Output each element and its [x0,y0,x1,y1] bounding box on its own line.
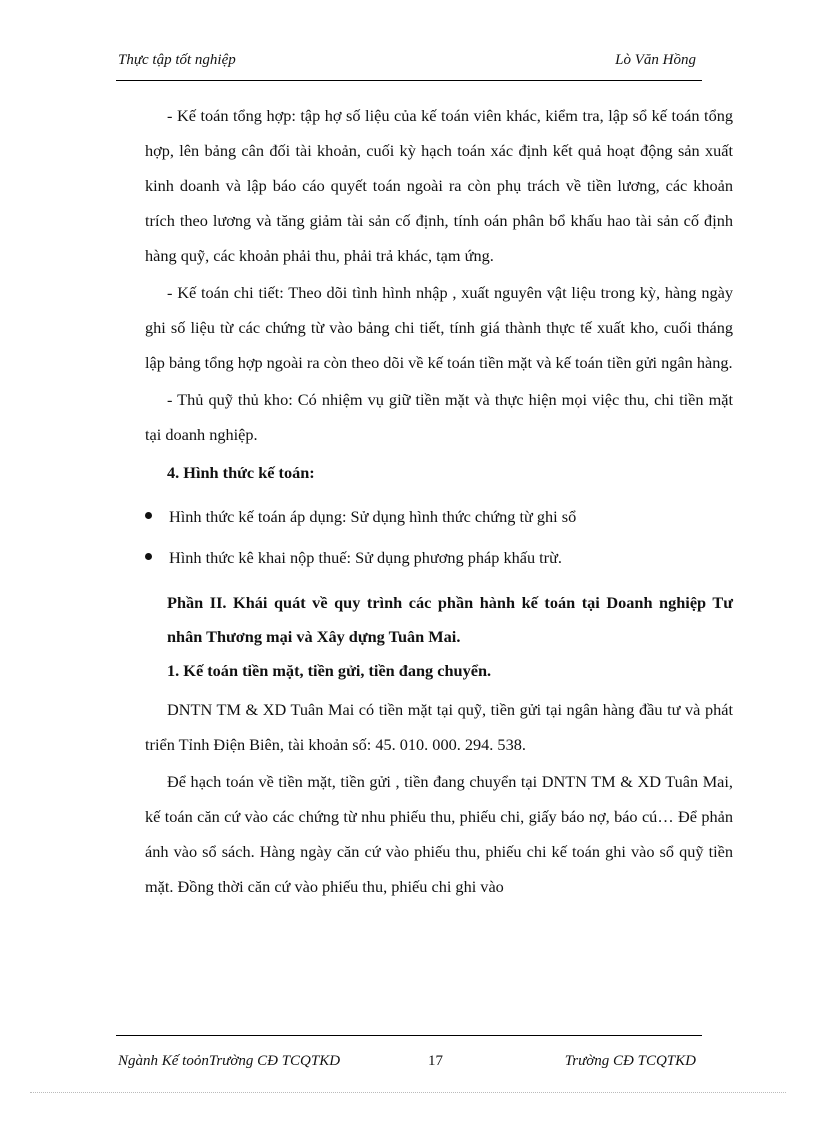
part-2-subheading: 1. Kế toán tiền mặt, tiền gửi, tiền đang chuyển. [167,661,492,680]
header-right: Lò Văn Hồng [615,52,696,68]
paragraph-bank-account: DNTN TM & XD Tuân Mai có tiền mặt tại quỹ, tiền gửi tại ngân hàng đầu tư và phát triển Tỉnh Điện Biên, tài khoản số: 45. 010. 000. 294. 538. [145,700,733,754]
list-item: Hình thức kế toán áp dụng: Sử dụng hình thức chứng từ ghi sổ [145,496,733,537]
header-left: Thực tập tốt nghiệp [118,52,236,68]
section-4-bullets [145,496,733,578]
list-item: Hình thức kê khai nộp thuế: Sử dụng phương pháp khấu trừ. [145,537,733,578]
section-4-heading: 4. Hình thức kế toán: [167,463,315,482]
page-bottom-divider [30,1092,786,1093]
paragraph-cash-process: Để hạch toán về tiền mặt, tiền gửi , tiền đang chuyển tại DNTN TM & XD Tuân Mai, kế toán căn cứ vào các chứng từ nhu phiếu thu, phiếu chi, giấy báo nợ, báo cú… Để phản ánh vào sổ sách. Hàng ngày căn cứ vào phiếu thu, phiếu chi kế toán ghi vào sổ quỹ tiền mặt. Đồng thời căn cứ vào phiếu thu, phiếu chi ghi vào [145,772,733,896]
footer-rule [116,1035,702,1036]
paragraph-detail-accounting: - Kế toán chi tiết: Theo dõi tình hình nhập , xuất nguyên vật liệu trong kỳ, hàng ngày ghi số liệu từ các chứng từ vào bảng chi tiết, tính giá thành thực tế xuất kho, cuối tháng lập bảng tổng hợp ngoài ra còn theo dõi về kế toán tiền mặt và kế toán tiền gửi ngân hàng. [145,283,733,372]
page-footer [118,1053,696,1077]
page-header [118,52,696,76]
page-number: 17 [428,1053,443,1069]
document-body [145,98,733,906]
footer-right: Trường CĐ TCQTKD [564,1053,696,1069]
bullet-icon [145,512,152,519]
paragraph-treasurer: - Thủ quỹ thủ kho: Có nhiệm vụ giữ tiền mặt và thực hiện mọi việc thu, chi tiền mặt tại doanh nghiệp. [145,390,733,444]
paragraph-general-accounting: - Kế toán tổng hợp: tập hợ số liệu của kế toán viên khác, kiểm tra, lập sổ kế toán tổng hợp, lên bảng cân đối tài khoản, cuối kỳ hạch toán xác định kết quả hoạt động sản xuất kinh doanh và lập báo cáo quyết toán ngoài ra còn phụ trách về tiền lương, các khoản trích theo lương và tăng giảm tài sản cố định, tính oán phân bổ khấu hao tài sản cố định hàng quỹ, các khoản phải thu, phải trả khác, tạm ứng. [145,106,733,265]
header-rule [116,80,702,81]
part-2-title: Phần II. Khái quát về quy trình các phần hành kế toán tại Doanh nghiệp Tư nhân Thương mại và Xây dựng Tuân Mai. [167,593,733,646]
bullet-icon [145,553,152,560]
footer-left: Ngành Kế toỏnTrường CĐ TCQTKD [118,1053,341,1069]
